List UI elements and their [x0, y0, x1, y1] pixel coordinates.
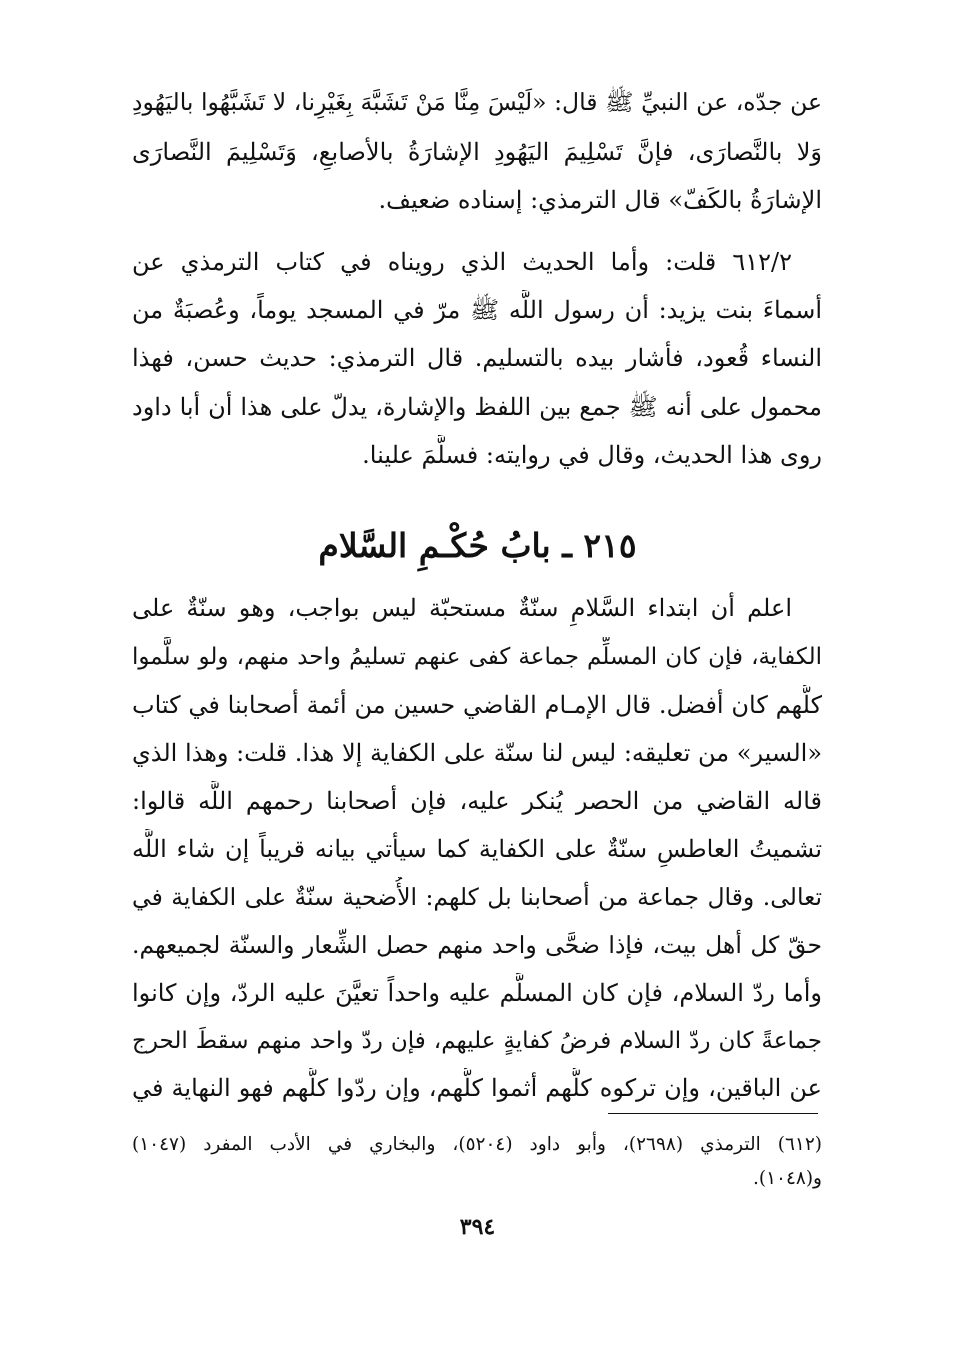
text-line: وأما ردّ السلام، فإن كان المسلَّم عليه واحداً تعيَّنَ عليه الردّ، وإن كانوا [132, 979, 822, 1007]
footnote-separator [608, 1113, 818, 1114]
text-line: «السير» من تعليقه: ليس لنا سنّة على الكفاية إلا هذا. قلت: وهذا الذي [132, 739, 822, 767]
text-line: الكفاية، فإن كان المسلِّم جماعة كفى عنهم تسليمُ واحد منهم، ولو سلَّموا [132, 644, 822, 670]
text-line: عن الباقين، وإن تركوه كلُّهم أثموا كلُّهم، وإن ردّوا كلُّهم فهو النهاية في [132, 1074, 822, 1102]
text-line: اعلم أن ابتداء السَّلامِ سنّةٌ مستحبّة ليس بواجب، وهو سنّةٌ على [132, 594, 792, 622]
text-line: ٦١٢/٢ قلت: وأما الحديث الذي رويناه في كتاب الترمذي عن [132, 248, 792, 276]
text-line: وَلا بالنَّصارَى، فإنَّ تَسْلِيمَ اليَهُودِ الإشارَةُ بالأصابعِ، وَتَسْلِيمَ النَّصارَى [132, 138, 822, 166]
text-line: حقّ كل أهل بيت، فإذا ضحَّى واحد منهم حصل الشِّعار والسنّة لجميعهم. [132, 931, 822, 959]
text-line: تشميتُ العاطسِ سنّةٌ على الكفاية كما سيأتي بيانه قريباً إن شاء اللَّه [132, 835, 822, 863]
text-line: روى هذا الحديث، وقال في روايته: فسلَّمَ علينا. [362, 441, 822, 469]
page-number: ٣٩٤ [459, 1214, 496, 1240]
text-line: تعالى. وقال جماعة من أصحابنا بل كلهم: الأُضحية سنّةٌ على الكفاية في [132, 883, 822, 911]
text-line: النساء قُعود، فأشار بيده بالتسليم. قال الترمذي: حديث حسن، فهذا [132, 344, 822, 372]
chapter-heading: ٢١٥ ـ بابُ حُكْـمِ السَّلام [318, 526, 637, 565]
text-line: محمول على أنه ﷺ جمع بين اللفظ والإشارة، يدلّ على هذا أن أبا داود [132, 393, 822, 421]
text-line: قاله القاضي من الحصر يُنكر عليه، فإن أصحابنا رحمهم اللَّه قالوا: [132, 787, 822, 815]
text-line: عن جدّه، عن النبيِّ ﷺ قال: «لَيْسَ مِنَّا مَنْ تَشَبَّهَ بِغَيْرِنا، لا تَشَبَّهُوا باليَهُودِ [132, 88, 822, 116]
footnote-line: (٦١٢) الترمذي (٢٦٩٨)، وأبو داود (٥٢٠٤)، والبخاري في الأدب المفرد (١٠٤٧) [132, 1134, 822, 1155]
text-line: كلُّهم كان أفضل. قال الإمـام القاضي حسين من أئمة أصحابنا في كتاب [132, 691, 822, 719]
text-line: جماعةً كان ردّ السلام فرضُ كفايةٍ عليهم، فإن ردّ واحد منهم سقطَ الحرج [132, 1028, 822, 1054]
footnote-line: و(١٠٤٨). [752, 1168, 822, 1189]
text-line: أسماءَ بنت يزيد: أن رسول اللَّه ﷺ مرّ في المسجد يوماً، وعُصبَةٌ من [132, 296, 822, 324]
text-line: الإشارَةُ بالكَفّ» قال الترمذي: إسناده ضعيف. [378, 186, 822, 214]
